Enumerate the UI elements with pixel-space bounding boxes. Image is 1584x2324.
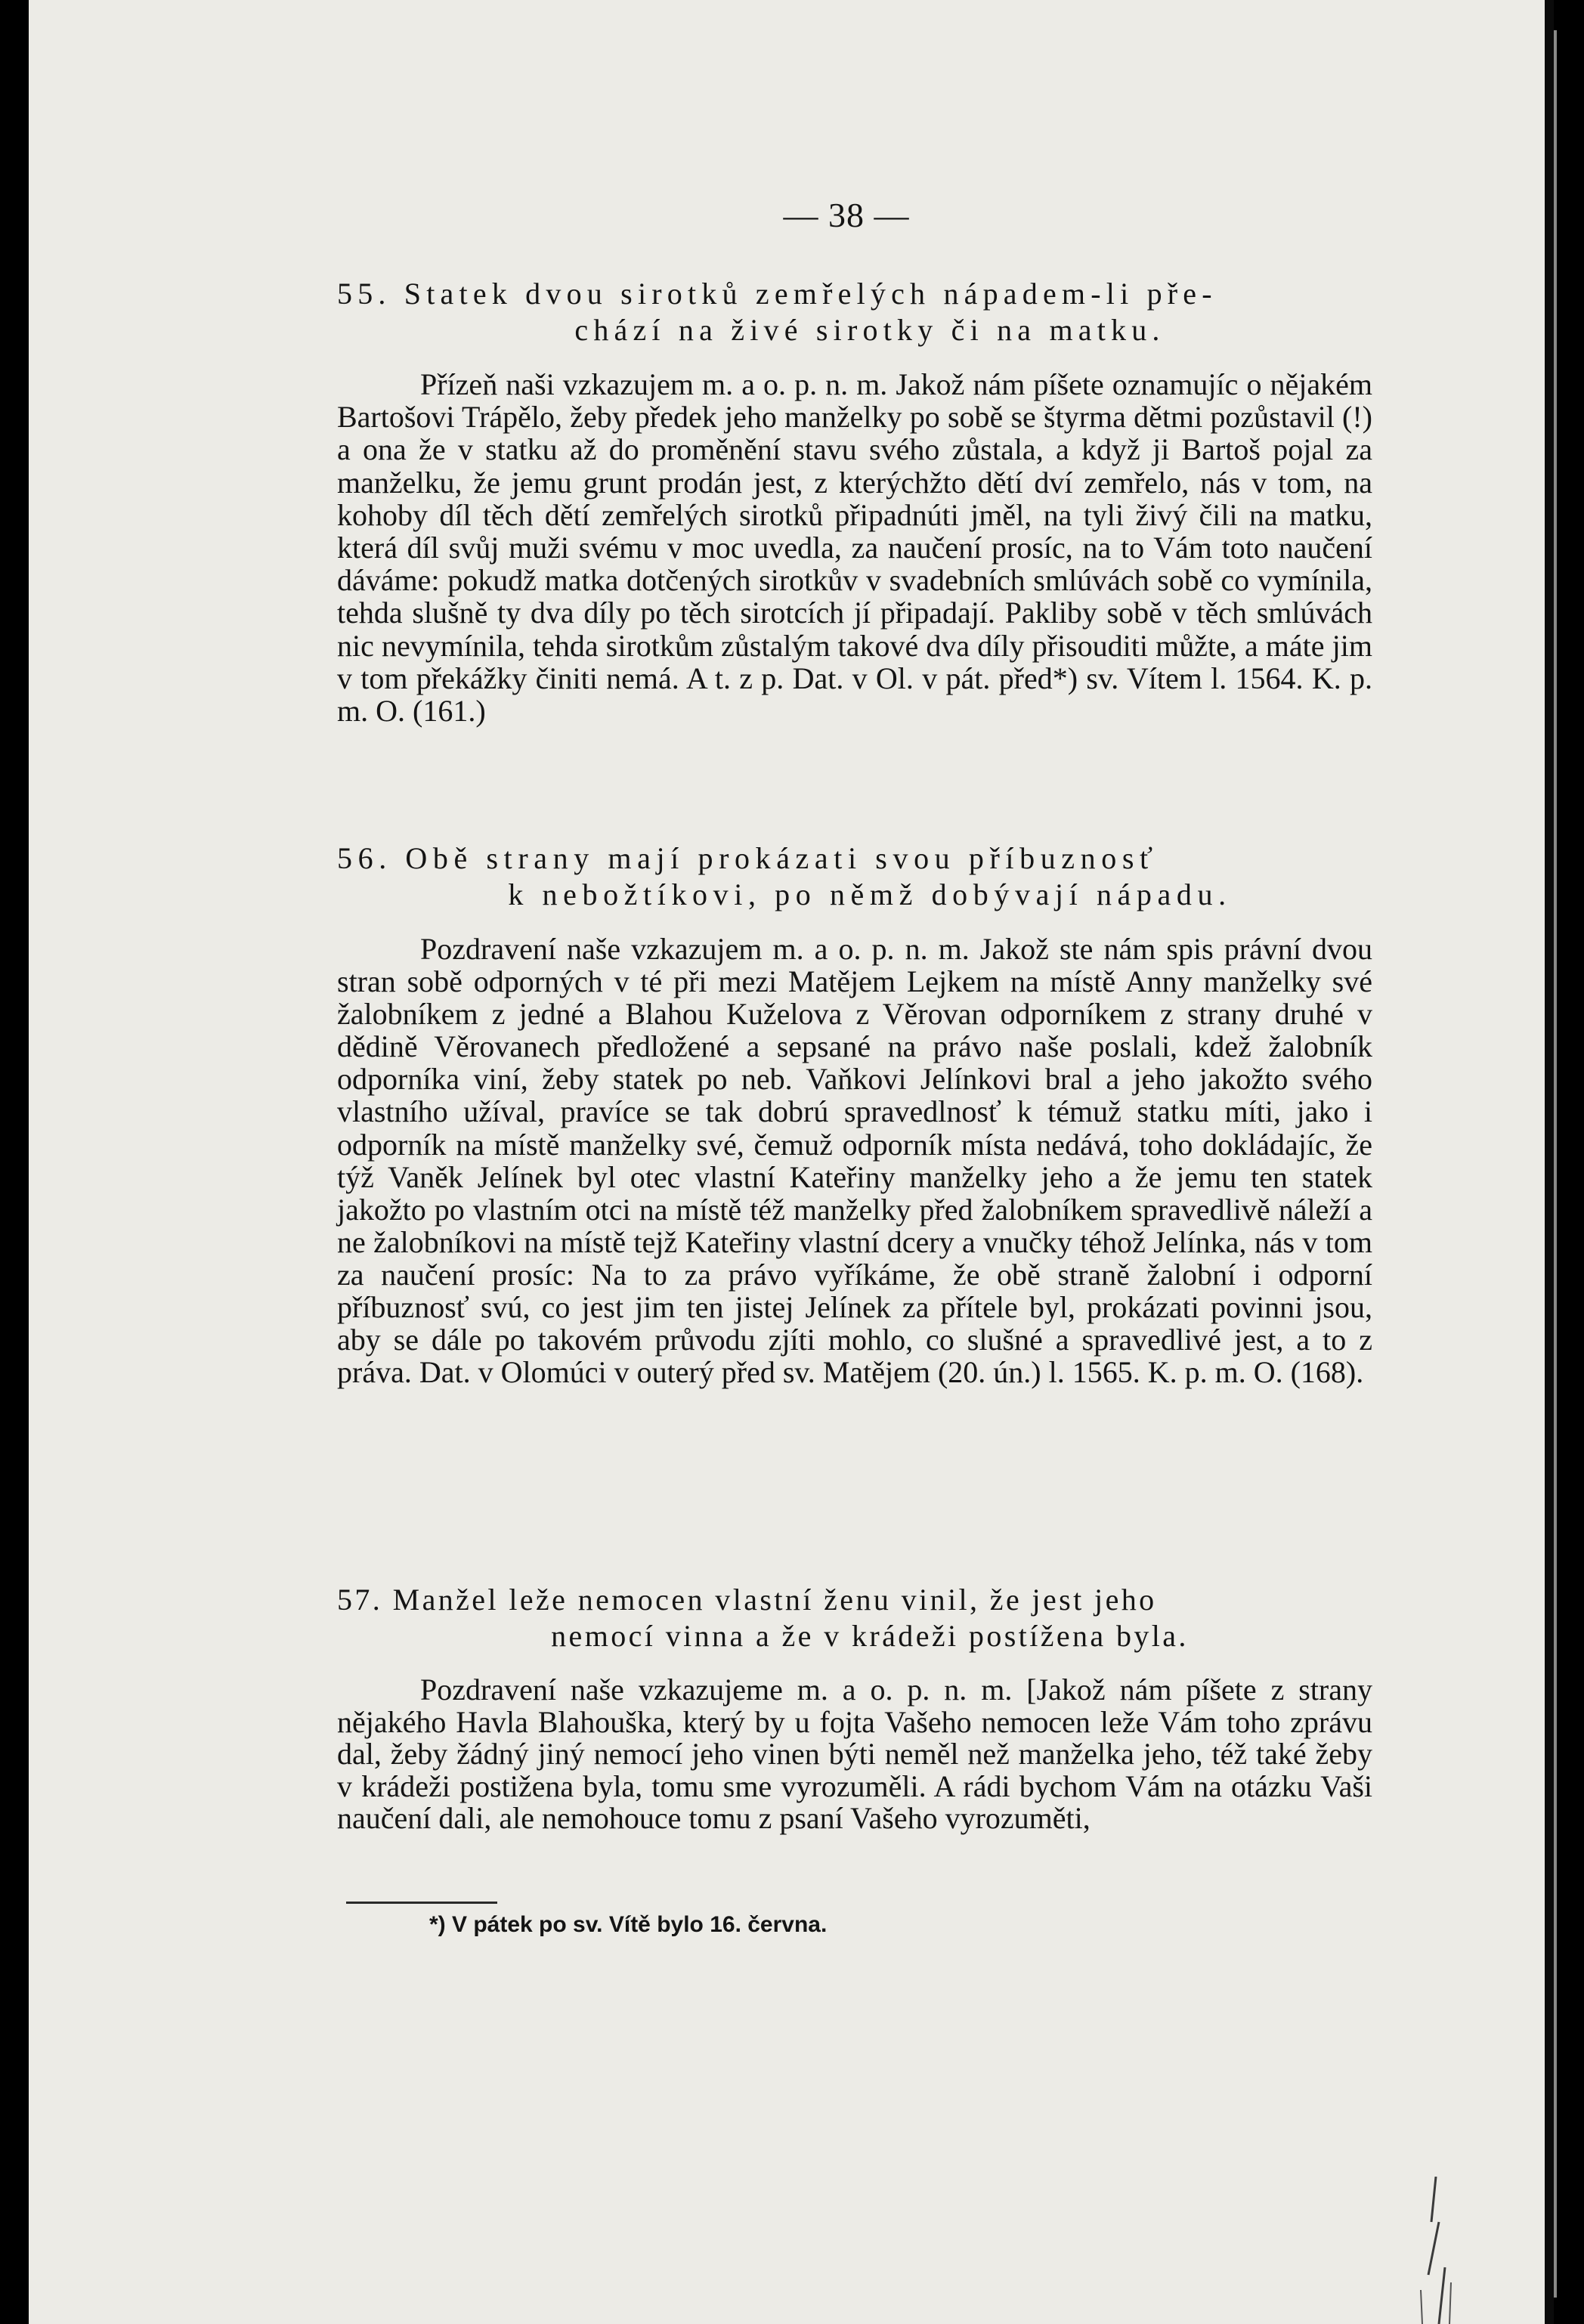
- section-57: [337, 1582, 1372, 1835]
- section-56: [337, 840, 1372, 1388]
- footnote-divider: [346, 1902, 497, 1904]
- section-57-heading-line1: 57. Manžel leže nemocen vlastní ženu vinil, že jest jeho: [337, 1583, 1157, 1617]
- page-fold-line: [1554, 30, 1557, 2298]
- section-57-heading-line2: nemocí vinna a že v krádeži postížena byla.: [551, 1619, 1189, 1653]
- section-56-heading-line1: 56. Obě strany mají prokázati svou příbuznosť: [337, 841, 1159, 875]
- section-55: [337, 276, 1372, 727]
- footnote: *) V pátek po sv. Vítě bylo 16. června.: [429, 1912, 828, 1937]
- section-55-body: Přízeň naši vzkazujem m. a o. p. n. m. Jakož nám píšete oznamujíc o nějakém Bartošovi Trápělo, žeby předek jeho manželky po sobě se štyrma dětmi pozůstavil (!) a ona že v statku až do proměnění stavu svého zůstala, a když ji Bartoš pojal za manželku, že jemu grunt prodán jest, z kterýchžto dětí dví zemřelo, nás v tom, na kohoby díl těch dětí zemřelých sirotků připadnúti jměl, na tyli živý čili na matku, která díl svůj muži svému v moc uvedla, za naučení prosíc, na to Vám toto naučení dáváme: pokudž matka dotčených sirotkův v svadebních smlúvách sobě co vymínila, tehda slušně ty dva díly po těch sirotcích jí připadají. Pakliby sobě v těch smlúvách nic nevymínila, tehda sirotkům zůstalým takové dva díly přisouditi můžte, a máte jim v tom překážky činiti nemá. A t. z p. Dat. v Ol. v pát. před*) sv. Vítem l. 1564. K. p. m. O. (161.): [337, 367, 1372, 729]
- page-edge-shadow: [1545, 0, 1554, 2324]
- section-57-body: Pozdravení naše vzkazujeme m. a o. p. n. m. [Jakož nám píšete z strany nějakého Havla Blahouška, který by u fojta Vašeho nemocen leže Vám toho zprávu dal, žeby žádný jiný nemocí jeho vinen býti neměl než manželka jeho, též také žeby v krádeži postižena byla, tomu sme vyrozuměli. A rádi bychom Vám na otázku Vaši naučení dali, ale nemohouce tomu z psaní Vašeho vyrozuměti,: [337, 1673, 1372, 1835]
- section-55-heading-line1: 55. Statek dvou sirotků zemřelých nápadem-li pře-: [337, 277, 1217, 311]
- section-55-heading: [337, 276, 1372, 348]
- section-56-heading: [337, 840, 1372, 913]
- section-55-heading-line2: chází na živé sirotky či na matku.: [574, 313, 1165, 347]
- binding-marks: [1406, 2177, 1466, 2324]
- section-57-heading: [337, 1582, 1372, 1654]
- page-number: — 38 —: [783, 196, 910, 234]
- section-56-heading-line2: k nebožtíkovi, po němž dobývají nápadu.: [508, 877, 1232, 911]
- section-56-body: Pozdravení naše vzkazujem m. a o. p. n. m. Jakož ste nám spis právní dvou stran sobě odporných v té při mezi Matějem Lejkem na místě Anny manželky své žalobníkem z jedné a Blahou Kuželova z Věrovan odporníkem z strany druhé v dědině Věrovanech předložené a sepsané na právo naše poslali, kdež žalobník odporníka viní, žeby statek po neb. Vaňkovi Jelínkovi bral a jeho jakožto svého vlastního užíval, pravíce se tak dobrú spravedlnosť k témuž statku míti, jako i odporník na místě manželky své, čemuž odporník místa nedává, toho dokládajíc, že týž Vaněk Jelínek byl otec vlastní Kateřiny manželky jeho a že jemu ten statek jakožto po vlastním otci na místě též manželky před žalobníkem spravedlivě náleží a ne žalobníkovi na místě tejž Kateřiny vlastní dcery a vnučky téhož Jelínka, nás v tom za naučení prosíc: Na to za právo vyříkáme, že obě straně žalobní i odporní příbuznosť svú, co jest jim ten jistej Jelínek za přítele byl, prokázati povinni jsou, aby se dále po takovém průvodu zjíti mohlo, co slušné a spravedlivé jest, a to z práva. Dat. v Olomúci v outerý před sv. Matějem (20. ún.) l. 1565. K. p. m. O. (168).: [337, 932, 1372, 1390]
